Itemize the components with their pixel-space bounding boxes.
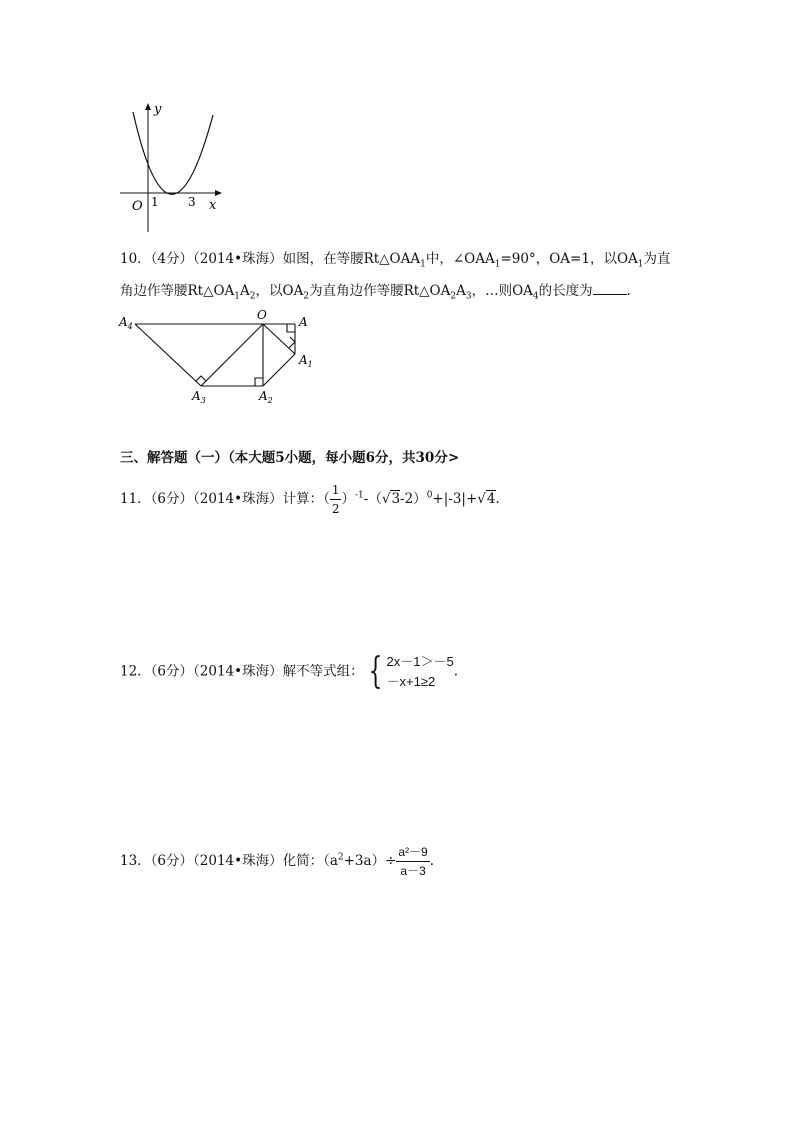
y-axis-label: y [154, 102, 162, 117]
q10-text: 为直角边作等腰Rt△OA [309, 283, 451, 299]
q10-sub: 2 [450, 291, 457, 302]
q12-text: 12．（6分）（2014•珠海）解不等式组： [120, 663, 364, 680]
label-a2: $A_2$ [259, 389, 273, 405]
segment-a1-o [263, 324, 295, 354]
q10-text: 为直 [643, 251, 671, 267]
inequality-system [387, 652, 454, 692]
q10-sub: 1 [637, 259, 644, 270]
fraction-denominator: 2 [331, 502, 340, 516]
section-3-heading: 三、解答题（一）（本大题5小题，每小题6分，共30分> [120, 450, 460, 466]
question-13 [120, 843, 434, 880]
sqrt-icon: √ [381, 491, 391, 507]
question-10-line-2 [120, 282, 631, 306]
q13-text: . [429, 853, 435, 869]
q10-text: 角边作等腰Rt△OA [120, 283, 235, 299]
q13-text: +3a）÷ [343, 853, 397, 869]
q11-text: 11．（6分）（2014•珠海）计算：（ [120, 491, 330, 507]
sqrt-radicand: 3 [391, 491, 401, 507]
q10-sub: 2 [249, 291, 256, 302]
left-brace-icon: { [368, 650, 382, 692]
q10-text: 10．（4分）（2014•珠海）如图，在等腰Rt△OAA [120, 251, 421, 267]
question-11 [120, 481, 500, 518]
q10-text: 中，∠OAA [425, 251, 495, 267]
segment-a3-a4 [135, 324, 201, 386]
q10-text: 的长度为 [538, 283, 593, 299]
segment-o-a3 [201, 324, 263, 386]
origin-label: O [132, 199, 143, 214]
q11-text: +|-3|+ [432, 491, 478, 507]
q11-text: . [495, 491, 500, 507]
q10-text: A [240, 283, 250, 299]
q10-sub: 2 [303, 291, 310, 302]
question-12 [120, 650, 458, 693]
fraction-denominator: a－3 [400, 864, 426, 878]
q10-sub: 1 [234, 291, 241, 302]
label-a4: $A_4$ [119, 315, 133, 331]
x-axis-label: x [209, 198, 217, 213]
parabola-curve [133, 112, 213, 194]
y-axis-arrow-icon [145, 103, 151, 110]
q12-text: . [453, 663, 458, 680]
q10-text: ，…则OA [471, 283, 533, 299]
fraction-numerator: a²－9 [396, 843, 429, 862]
q13-text: 13．（6分）（2014•珠海）化简：（a [120, 853, 338, 869]
question-10-line-1 [120, 250, 671, 274]
inequality-row-1: 2x－1＞－5 [386, 653, 454, 669]
x-axis-arrow-icon [215, 190, 222, 196]
right-angle-mark-a [287, 324, 295, 332]
tick-label-1: 1 [151, 195, 159, 209]
q10-text: =90°，OA=1，以OA [500, 251, 638, 267]
q11-text: -2） [400, 491, 427, 507]
right-angle-mark-a2 [255, 378, 263, 386]
label-a1: $A_1$ [299, 353, 313, 369]
q10-sub: 1 [420, 259, 426, 270]
tick-label-3: 3 [188, 195, 196, 209]
fraction-one-half [330, 481, 342, 518]
q11-exponent: -1 [354, 490, 364, 501]
q10-sub: 3 [465, 291, 472, 302]
q11-exponent: 0 [426, 490, 433, 501]
label-a: A [299, 315, 308, 329]
right-angle-mark-a1 [289, 337, 295, 348]
q11-close-paren: ） [341, 491, 355, 507]
inequality-row-2: －x+1≥2 [386, 673, 436, 689]
q10-text: ，以OA [255, 283, 304, 299]
fraction-expression [396, 843, 429, 880]
q10-sub: 4 [532, 291, 539, 302]
q10-text: A [456, 283, 466, 299]
right-angle-mark-a3 [196, 376, 206, 381]
sqrt-icon: √ [477, 491, 486, 507]
triangle-figure [115, 308, 325, 408]
segment-a1-a2 [263, 354, 295, 386]
q13-exponent: 2 [337, 852, 344, 863]
parabola-graph [115, 100, 225, 235]
fraction-numerator: 1 [330, 481, 342, 500]
answer-blank[interactable] [593, 282, 627, 295]
sqrt-radicand: 4 [486, 491, 496, 507]
q10-text: . [626, 283, 631, 299]
q10-sub: 1 [494, 259, 501, 270]
label-a3: $A_3$ [192, 389, 206, 405]
label-o: O [257, 308, 267, 322]
q11-text: -（ [363, 491, 382, 507]
